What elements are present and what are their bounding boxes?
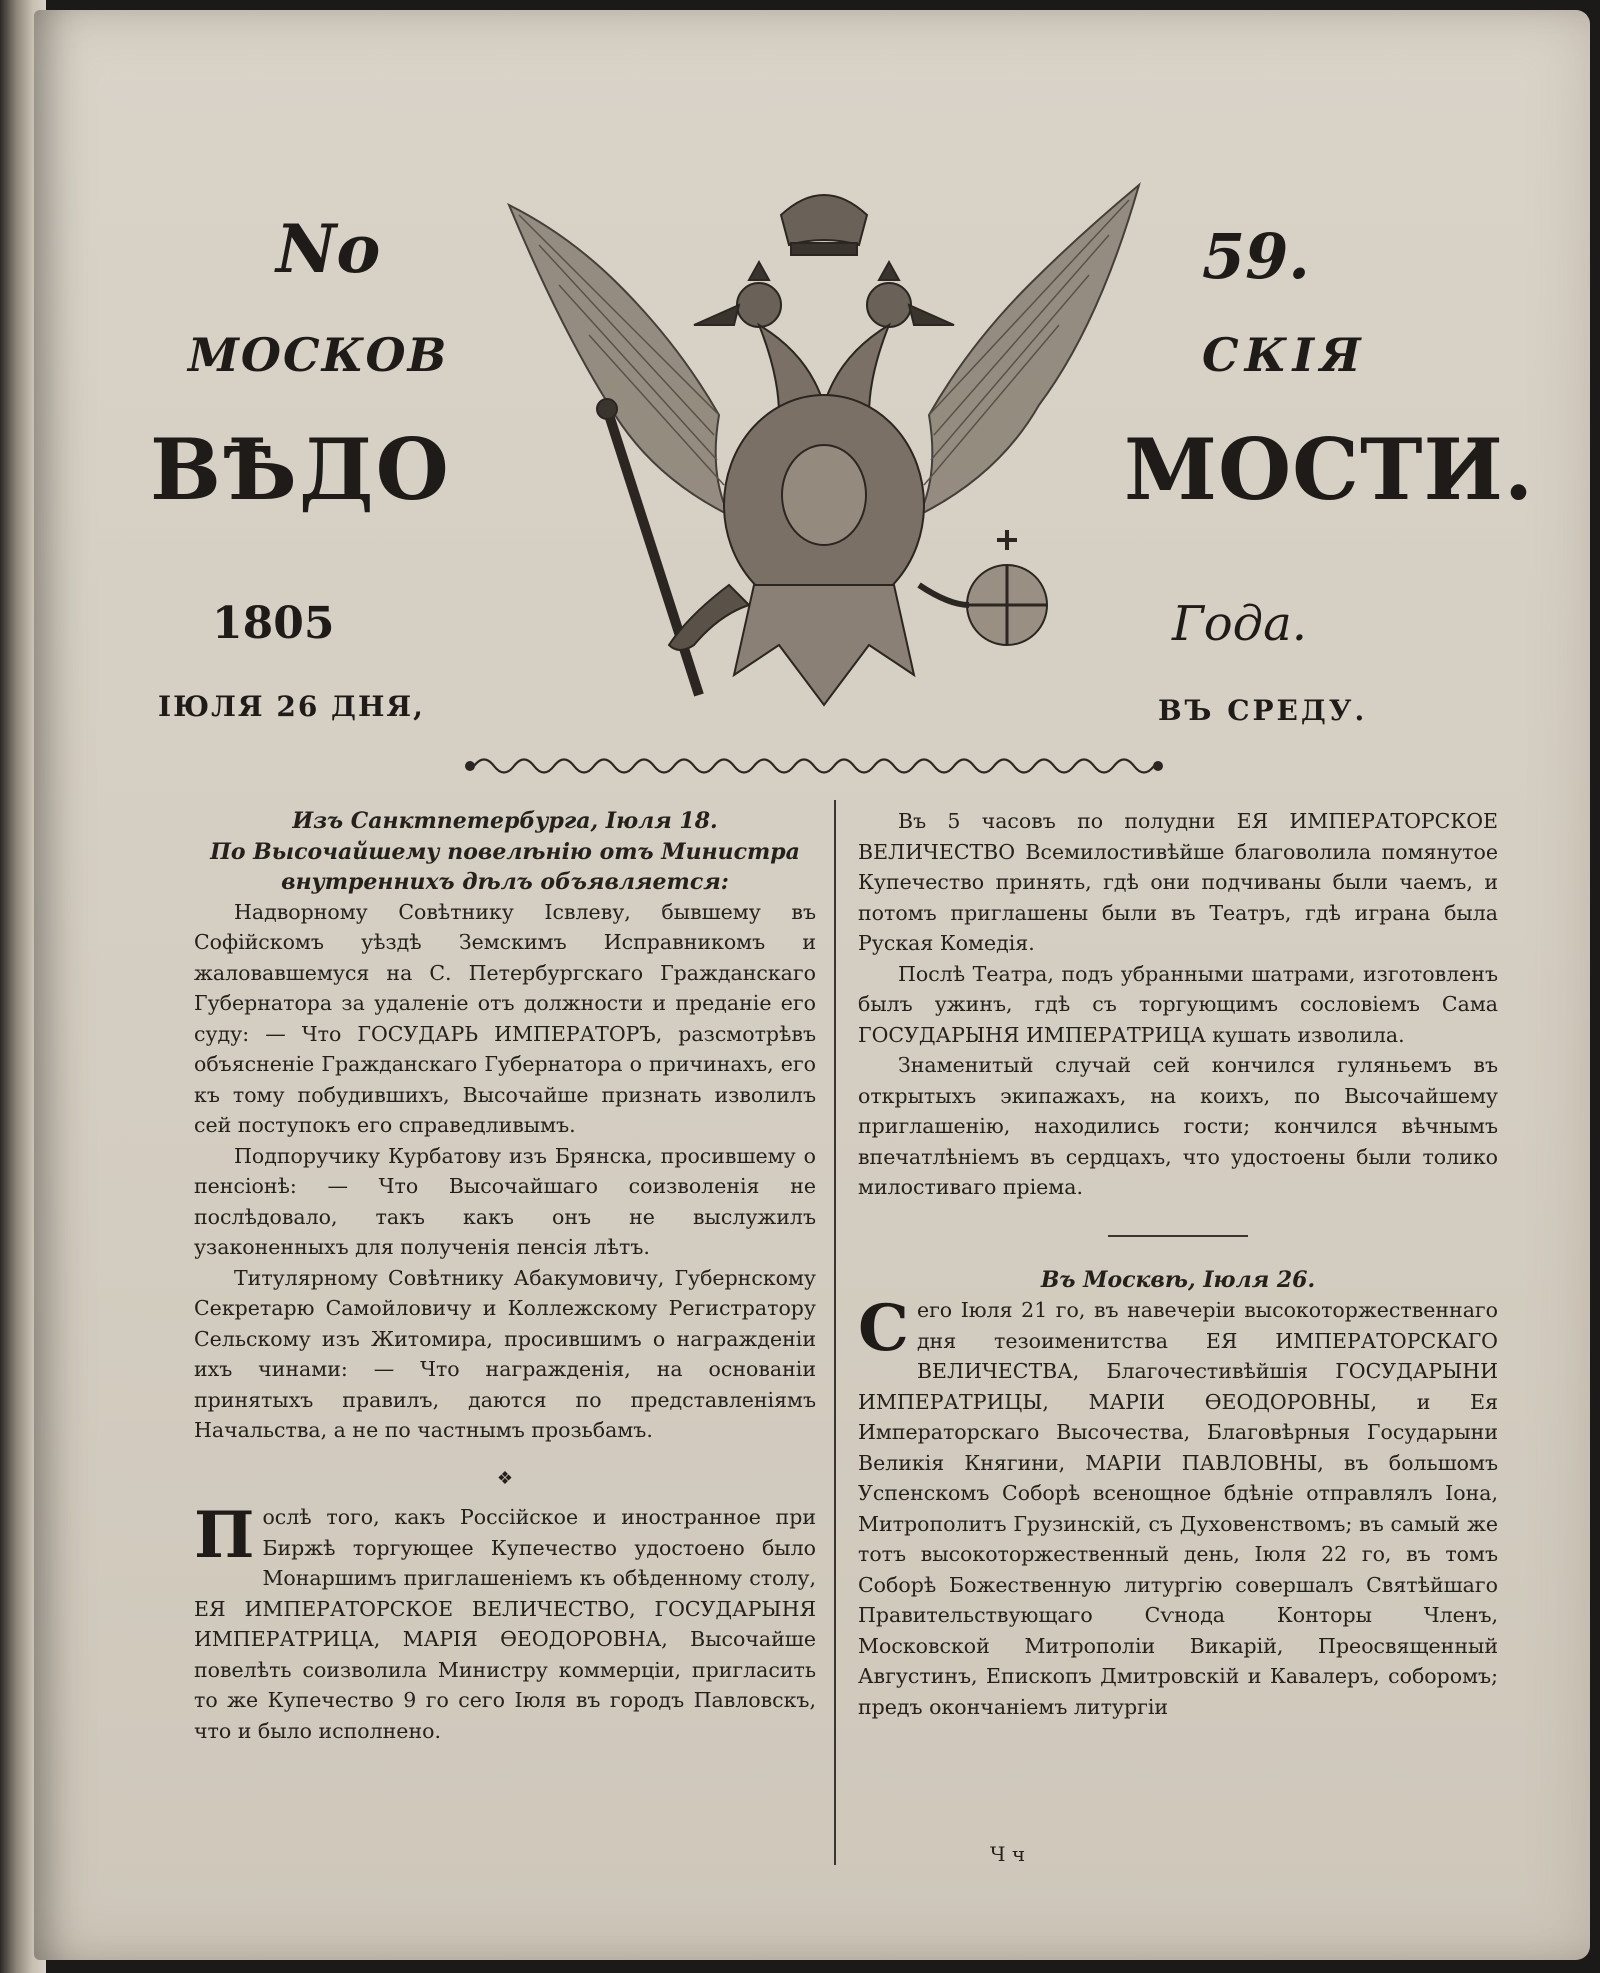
page-signature: Ч ч (990, 1842, 1026, 1866)
ornamental-rule-icon (464, 753, 1164, 779)
article-paragraph: Подпоручику Курбатову изъ Брянска, просившему о пенсіонѣ: — Что Высочайшаго соизволенія не послѣдовало, такъ какъ онъ не выслужилъ узаконенныхъ для полученія пенсія лѣтъ. (194, 1143, 816, 1259)
drop-cap: П (194, 1498, 255, 1573)
masthead-year-word: Года. (1172, 596, 1307, 652)
left-dateline: Изъ Санктпетербурга, Іюля 18. (292, 808, 718, 834)
masthead-date: ІЮЛЯ 26 ДНЯ, (158, 690, 425, 723)
drop-cap: С (858, 1291, 909, 1366)
decree-heading: По Высочайшему повелѣнію отъ Министра внутреннихъ дѣлъ объявляется: (210, 838, 800, 895)
masthead-number: 59. (1202, 220, 1310, 293)
section-rule (1108, 1235, 1248, 1237)
paragraph-text: его Іюля 21 го, въ навечеріи высокоторжественнаго дня тезоименитства ЕЯ ИМПЕРАТОРСКАГО ВЕЛИЧЕСТВА, Благочестивѣйшія ГОСУДАРЫНИ ИМПЕРАТРИЦЫ, МАРІИ ѲЕОДОРОВНЫ, и Ея Императорскаго Высочества, Благовѣрныя Государыни Великія Княгини, МАРІИ ПАВЛОВНЫ, въ большомъ Успенскомъ Соборѣ всенощное бдѣніе отправлялъ Іона, Митрополитъ Грузинскій, съ Духовенствомъ; въ самый же тотъ высокоторжественный день, Іюля 22 го, въ томъ Соборѣ Божественную литургію совершалъ Святѣйшаго Правительствующаго Сѵнода Конторы Членъ, Московской Митрополіи Викарій, Преосвященный Августинъ, Епископъ Дмитровскій и Кавалеръ, соборомъ; предъ окончаніемъ литургіи (858, 1298, 1498, 1719)
right-dateline: Въ Москвѣ, Іюля 26. (1040, 1266, 1316, 1293)
article-paragraph (858, 1291, 1498, 1722)
masthead-weekday: ВЪ СРЕДУ. (1158, 694, 1368, 727)
article-paragraph: Знаменитый случай сей кончился гуляньемъ въ открытыхъ экипажахъ, на коихъ, по Высочайшему приглашенію, находились гости; кончился вѣчнымъ впечатлѣніемъ въ сердцахъ, что удостоены были толико милостиваго пріема. (858, 1053, 1498, 1199)
masthead-title-part-1: МОСКОВ (188, 328, 449, 382)
double-headed-eagle-icon (479, 175, 1169, 745)
article-paragraph: Въ 5 часовъ по полудни ЕЯ ИМПЕРАТОРСКОЕ ВЕЛИЧЕСТВО Всемилостивѣйше благоволила помянутое Купечество принять, гдѣ они подчиваны были чаемъ, и потомъ приглашены были въ Театръ, гдѣ играна была Руская Комедія. (858, 809, 1498, 955)
column-divider (834, 800, 836, 1865)
masthead-year: 1805 (212, 598, 335, 649)
left-column (194, 806, 816, 1746)
masthead-title-part-3: ВѢДО (150, 420, 451, 519)
article-paragraph: Надворному Совѣтнику Ісвлеву, бывшему въ Софійскомъ уѣздѣ Земскимъ Исправникомъ и жаловавшемуся на С. Петербургскаго Гражданскаго Губернатора за удаленіе отъ должности и преданіе его суду: — Что ГОСУДАРЬ ИМПЕРАТОРЪ, разсмотрѣвъ объясненіе Гражданскаго Губернатора о причинахъ, его къ тому побудившихъ, Высочайше признать изволилъ сей поступокъ его справедливымъ. (194, 899, 816, 1137)
article-paragraph: Послѣ Театра, подъ убранными шатрами, изготовленъ былъ ужинъ, гдѣ съ торгующимъ сословіемъ Сама ГОСУДАРЫНЯ ИМПЕРАТРИЦА кушать изволила. (858, 961, 1498, 1047)
paragraph-text: ослѣ того, какъ Россійское и иностранное при Биржѣ торгующее Купечество удостоено было Монаршимъ приглашеніемъ къ обѣденному столу, ЕЯ ИМПЕРАТОРСКОЕ ВЕЛИЧЕСТВО, ГОСУДАРЫНЯ ИМПЕРАТРИЦА, МАРІЯ ѲЕОДОРОВНА, Высочайше повелѣть соизволила Министру коммерціи, пригласить то же Купечество 9 го сего Іюля въ городъ Павловскъ, что и было исполнено. (194, 1505, 816, 1743)
newspaper-page (34, 10, 1590, 1960)
article-paragraph: Титулярному Совѣтнику Абакумовичу, Губернскому Секретарю Самойловичу и Коллежскому Регистратору Сельскому изъ Житомира, просившимъ о награжденіи ихъ чинами: — Что награжденія, на основаніи принятыхъ правилъ, даются по представленіямъ Начальства, а не по частнымъ прозьбамъ. (194, 1265, 816, 1442)
right-column (858, 806, 1498, 1722)
article-paragraph (194, 1498, 816, 1746)
masthead-no: No (276, 210, 381, 288)
section-separator: ❖ (496, 1467, 514, 1489)
masthead-title-part-2: СКІЯ (1202, 328, 1367, 382)
masthead-title-part-4: МОСТИ. (1124, 420, 1535, 519)
